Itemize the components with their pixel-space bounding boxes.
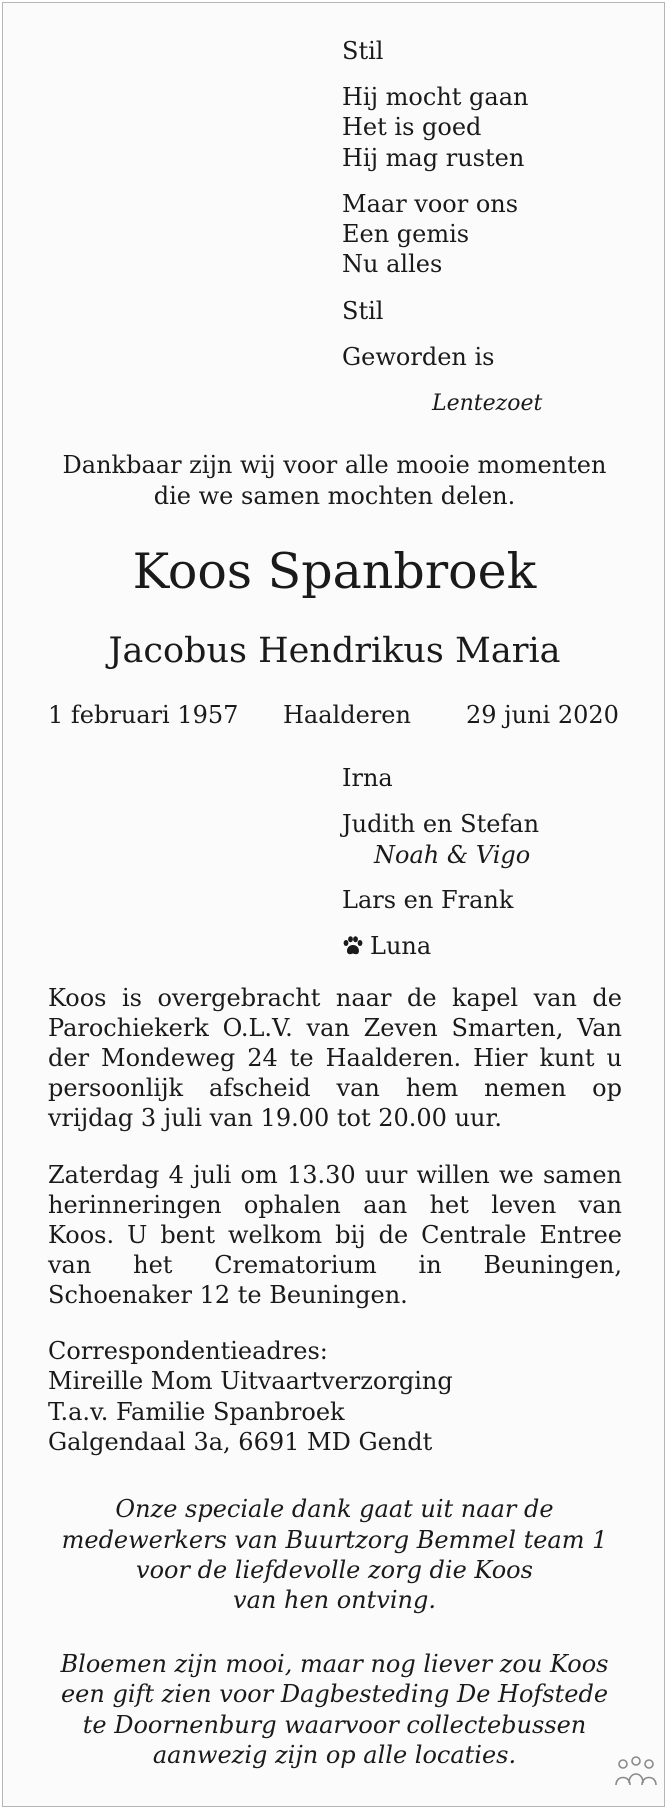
flowers-line: aanwezig zijn op alle locaties. (152, 1741, 517, 1769)
poem-line: Maar voor ons (342, 190, 519, 218)
correspondence-line: T.a.v. Familie Spanbroek (48, 1398, 345, 1426)
flowers-line: een gift zien voor Dagbesteding De Hofstede (60, 1680, 609, 1708)
thanks-line: medewerkers van Buurtzorg Bemmel team 1 (61, 1526, 608, 1554)
family-grandchildren: Noah & Vigo (374, 841, 531, 869)
correspondence-line: Correspondentieadres: (48, 1337, 328, 1365)
pet-name: Luna (370, 932, 432, 960)
family-child: Lars en Frank (342, 886, 514, 914)
flowers-line: Bloemen zijn mooi, maar nog liever zou Koos (60, 1650, 609, 1678)
poem-line: Hij mocht gaan (342, 83, 529, 111)
announcement-paragraph: Zaterdag 4 juli om 13.30 uur willen we samen herinneringen ophalen aan het leven van Koos. U bent welkom bij de Centrale Entree van het Crematorium in Beuningen, Schoenaker 12 te Beuningen. (48, 1161, 622, 1309)
place: Haalderen (283, 701, 411, 729)
gratitude-line: die we samen mochten delen. (153, 482, 516, 510)
family-pet (342, 931, 431, 961)
death-date: 29 juni 2020 (466, 701, 619, 729)
thanks-line: van hen ontving. (233, 1586, 436, 1614)
announcement-paragraph: Koos is overgebracht naar de kapel van de Parochiekerk O.L.V. van Zeven Smarten, Van der Mondeweg 24 te Haalderen. Hier kunt u persoonlijk afscheid van hem nemen op vrijdag 3 juli van 19.00 tot 20.00 uur. (48, 984, 622, 1132)
poem-line: Geworden is (342, 343, 495, 371)
poem-line: Een gemis (342, 220, 470, 248)
birth-date: 1 februari 1957 (48, 701, 239, 729)
family-child: Judith en Stefan (342, 810, 540, 838)
poem-line: Nu alles (342, 250, 443, 278)
poem-line: Stil (342, 37, 384, 65)
gratitude-line: Dankbaar zijn wij voor alle mooie momenten (62, 451, 607, 479)
family-spouse: Irna (342, 764, 393, 792)
poem-author: Lentezoet (432, 391, 543, 416)
deceased-name: Koos Spanbroek (132, 543, 537, 600)
poem-line: Stil (342, 297, 384, 325)
correspondence-line: Mireille Mom Uitvaartverzorging (48, 1367, 453, 1395)
deceased-full-names: Jacobus Hendrikus Maria (108, 631, 561, 671)
flowers-line: te Doornenburg waarvoor collectebussen (82, 1711, 587, 1739)
thanks-line: Onze speciale dank gaat uit naar de (115, 1495, 554, 1523)
people-group-icon (614, 1755, 658, 1791)
paw-icon (342, 936, 364, 956)
poem-line: Het is goed (342, 113, 482, 141)
poem-line: Hij mag rusten (342, 144, 525, 172)
thanks-line: voor de liefdevolle zorg die Koos (136, 1556, 533, 1584)
correspondence-line: Galgendaal 3a, 6691 MD Gendt (48, 1428, 433, 1456)
